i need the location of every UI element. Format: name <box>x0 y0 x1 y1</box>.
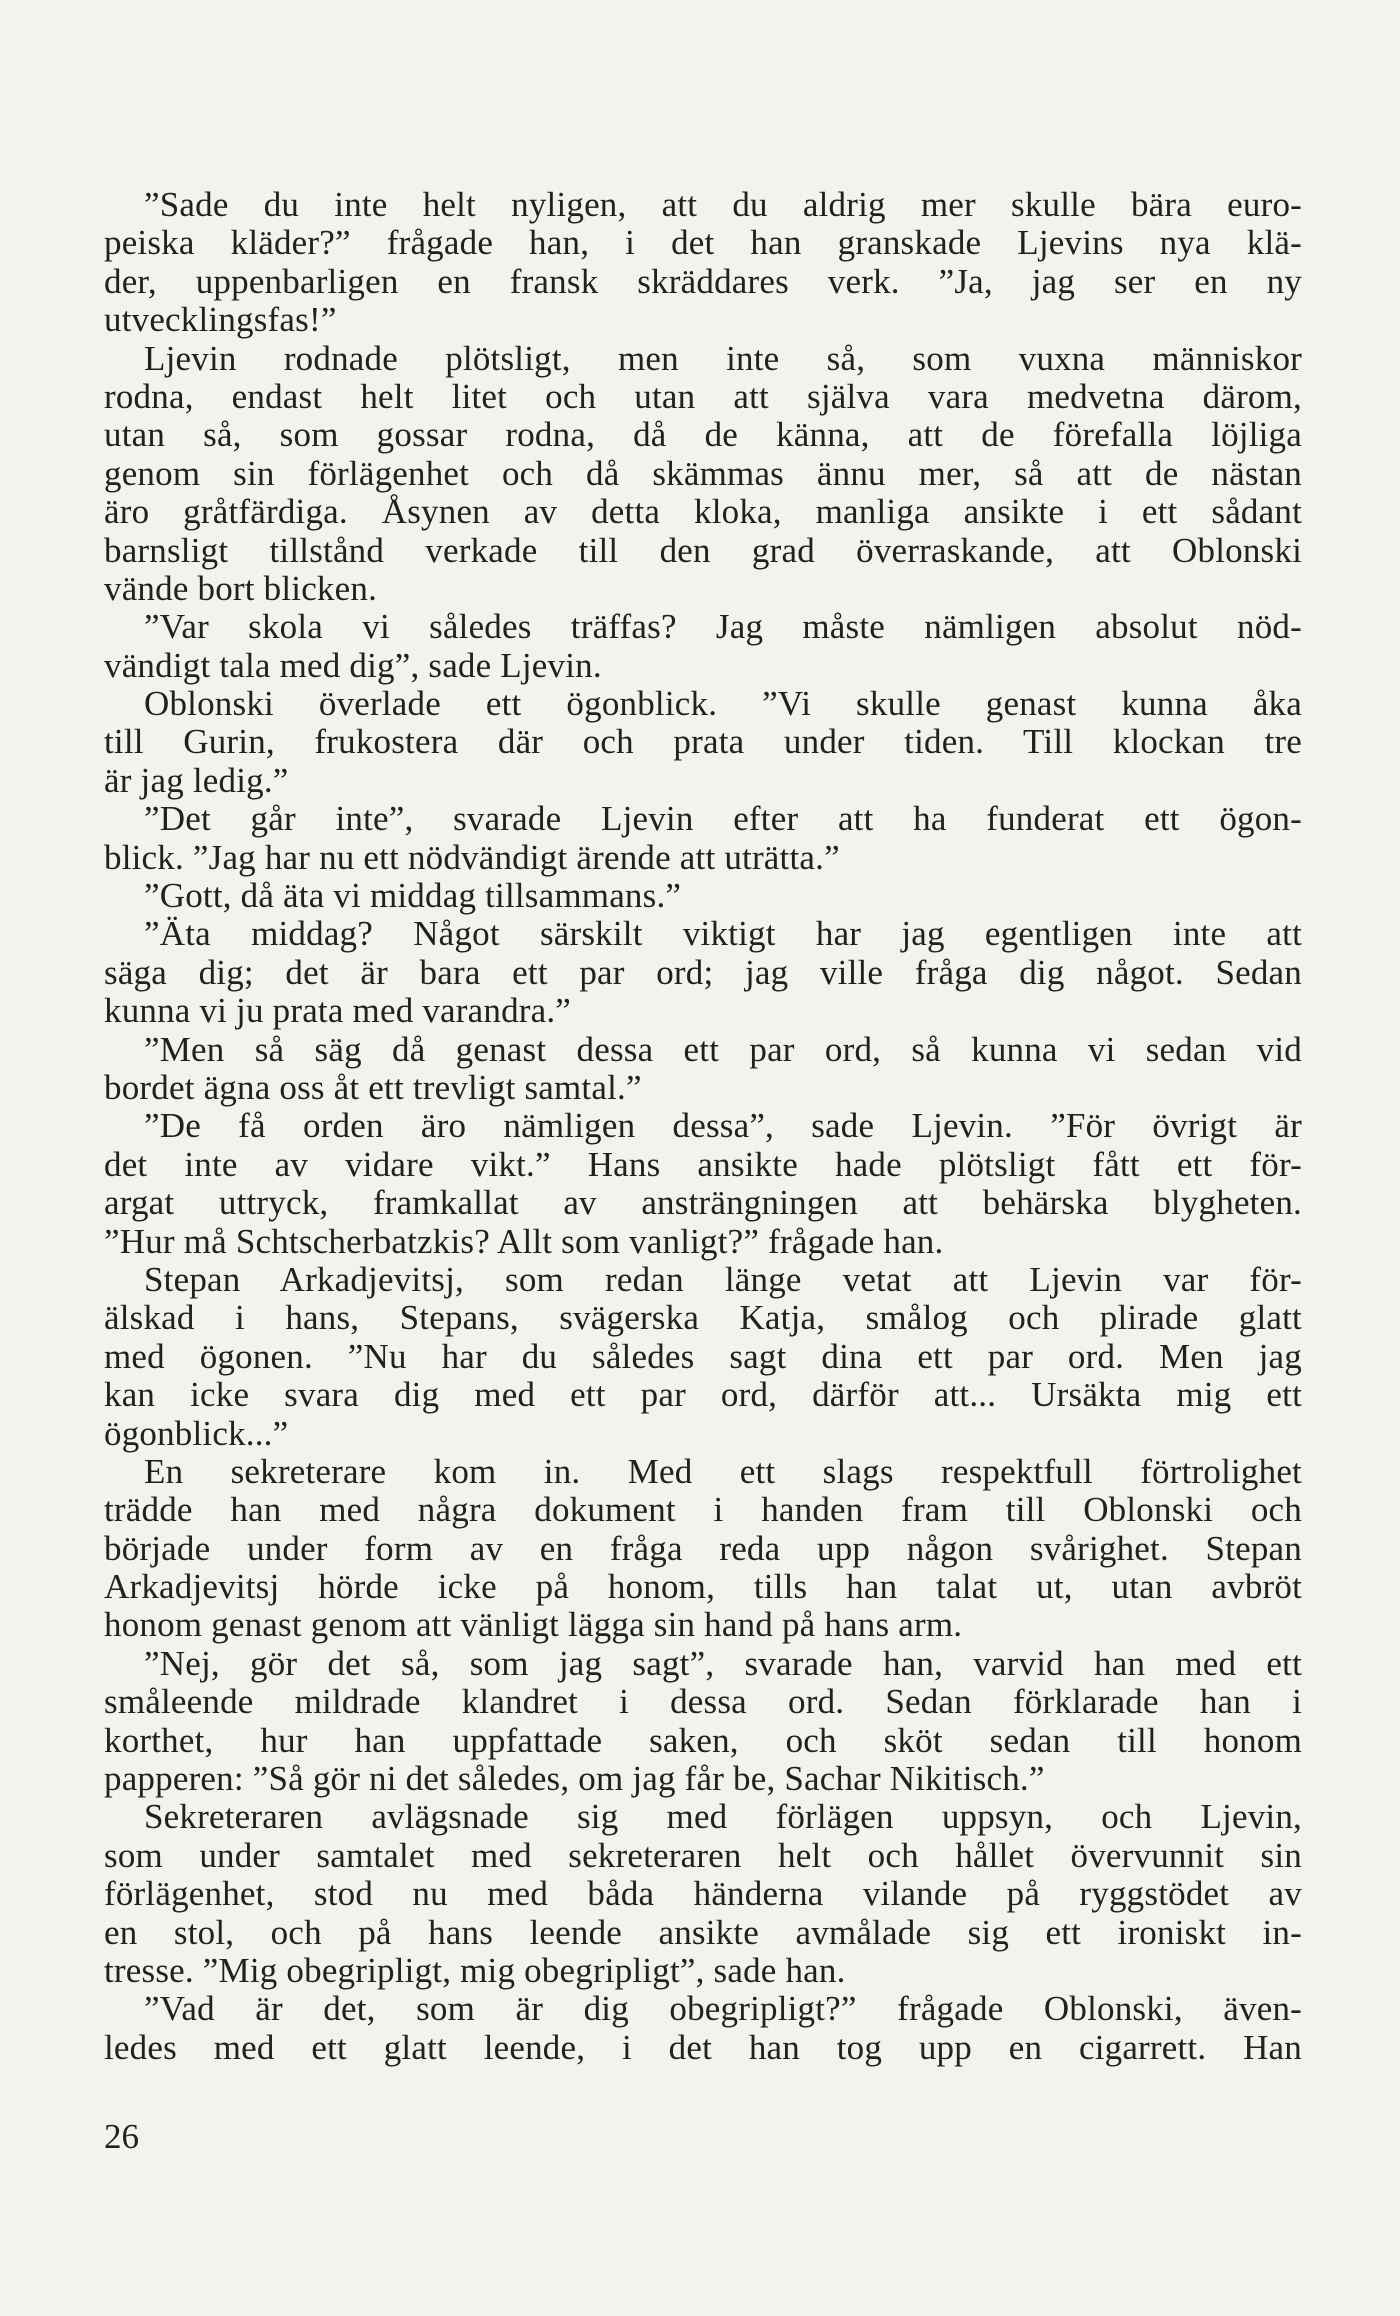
text-line: Oblonski överlade ett ögonblick. ”Vi skulle genast kunna åka <box>144 684 1302 724</box>
text-line: förlägenhet, stod nu med båda händerna vilande på ryggstödet av <box>104 1874 1302 1914</box>
text-line: vände bort blicken. <box>104 568 378 608</box>
text-line: ”Vad är det, som är dig obegripligt?” frågade Oblonski, även- <box>144 1989 1302 2029</box>
text-line: blick. ”Jag har nu ett nödvändigt ärende att uträtta.” <box>104 837 840 877</box>
text-line: Sekreteraren avlägsnade sig med förlägen uppsyn, och Ljevin, <box>144 1797 1302 1837</box>
text-line: som under samtalet med sekreteraren helt och hållet övervunnit sin <box>104 1835 1302 1875</box>
text-line: ”Var skola vi således träffas? Jag måste nämligen absolut nöd- <box>144 607 1302 647</box>
text-line: är jag ledig.” <box>104 760 289 800</box>
text-line: ögonblick...” <box>104 1413 289 1453</box>
text-line: kunna vi ju prata med varandra.” <box>104 991 572 1031</box>
text-line: trädde han med några dokument i handen fram till Oblonski och <box>104 1490 1302 1530</box>
text-line: ”Men så säg då genast dessa ett par ord, så kunna vi sedan vid <box>144 1029 1302 1069</box>
text-line: utan så, som gossar rodna, då de känna, att de förefalla löjliga <box>104 415 1302 455</box>
text-line: vändigt tala med dig”, sade Ljevin. <box>104 645 602 685</box>
text-line: ”Sade du inte helt nyligen, att du aldrig mer skulle bära euro- <box>144 185 1302 224</box>
text-line: småleende mildrade klandret i dessa ord. Sedan förklarade han i <box>104 1682 1302 1722</box>
text-line: papperen: ”Så gör ni det således, om jag får be, Sachar Nikitisch.” <box>104 1759 1045 1799</box>
text-line: ”Nej, gör det så, som jag sagt”, svarade han, varvid han med ett <box>144 1643 1302 1683</box>
text-line: En sekreterare kom in. Med ett slags respektfull förtrolighet <box>144 1451 1302 1491</box>
text-line: Ljevin rodnade plötsligt, men inte så, som vuxna människor <box>144 338 1302 378</box>
text-line: tresse. ”Mig obegripligt, mig obegripligt”, sade han. <box>104 1950 846 1990</box>
text-line: med ögonen. ”Nu har du således sagt dina ett par ord. Men jag <box>104 1336 1302 1376</box>
text-line: säga dig; det är bara ett par ord; jag ville fråga dig något. Sedan <box>104 952 1302 992</box>
text-line: Stepan Arkadjevitsj, som redan länge vetat att Ljevin var för- <box>144 1259 1302 1299</box>
text-line: ”Äta middag? Något särskilt viktigt har jag egentligen inte att <box>144 914 1302 954</box>
page-number: 26 <box>104 2117 139 2156</box>
text-line: peiska kläder?” frågade han, i det han granskade Ljevins nya klä- <box>104 223 1302 263</box>
text-line: ledes med ett glatt leende, i det han tog upp en cigarrett. Han <box>104 2027 1302 2067</box>
text-line: äro gråtfärdiga. Åsynen av detta kloka, manliga ansikte i ett sådant <box>104 492 1302 532</box>
text-line: ”Hur må Schtscherbatzkis? Allt som vanligt?” frågade han. <box>104 1221 944 1261</box>
body-text <box>104 186 1302 2067</box>
text-line: ”Det går inte”, svarade Ljevin efter att ha funderat ett ögon- <box>144 799 1302 839</box>
text-line: Arkadjevitsj hörde icke på honom, tills han talat ut, utan avbröt <box>104 1567 1302 1607</box>
text-line: honom genast genom att vänligt lägga sin hand på hans arm. <box>104 1605 963 1645</box>
text-line: genom sin förlägenhet och då skämmas ännu mer, så att de nästan <box>104 453 1302 493</box>
text-line: barnsligt tillstånd verkade till den grad överraskande, att Oblonski <box>104 530 1302 570</box>
text-line: en stol, och på hans leende ansikte avmålade sig ett ironiskt in- <box>104 1912 1302 1952</box>
text-line: bordet ägna oss åt ett trevligt samtal.” <box>104 1067 642 1107</box>
text-line: utvecklingsfas!” <box>104 300 337 340</box>
text-line: rodna, endast helt litet och utan att själva vara medvetna därom, <box>104 376 1302 416</box>
text-line: till Gurin, frukostera där och prata under tiden. Till klockan tre <box>104 722 1302 762</box>
text-line: det inte av vidare vikt.” Hans ansikte hade plötsligt fått ett för- <box>104 1144 1302 1184</box>
text-line: der, uppenbarligen en fransk skräddares verk. ”Ja, jag ser en ny <box>104 261 1302 301</box>
text-line: började under form av en fråga reda upp någon svårighet. Stepan <box>104 1528 1302 1568</box>
text-line: ”Gott, då äta vi middag tillsammans.” <box>144 876 682 916</box>
text-line: korthet, hur han uppfattade saken, och sköt sedan till honom <box>104 1720 1302 1760</box>
text-line: argat uttryck, framkallat av ansträngningen att behärska blygheten. <box>104 1183 1302 1223</box>
text-line: ”De få orden äro nämligen dessa”, sade Ljevin. ”För övrigt är <box>144 1106 1302 1146</box>
text-line: kan icke svara dig med ett par ord, därför att... Ursäkta mig ett <box>104 1375 1302 1415</box>
text-line: älskad i hans, Stepans, svägerska Katja, smålog och plirade glatt <box>104 1298 1302 1338</box>
